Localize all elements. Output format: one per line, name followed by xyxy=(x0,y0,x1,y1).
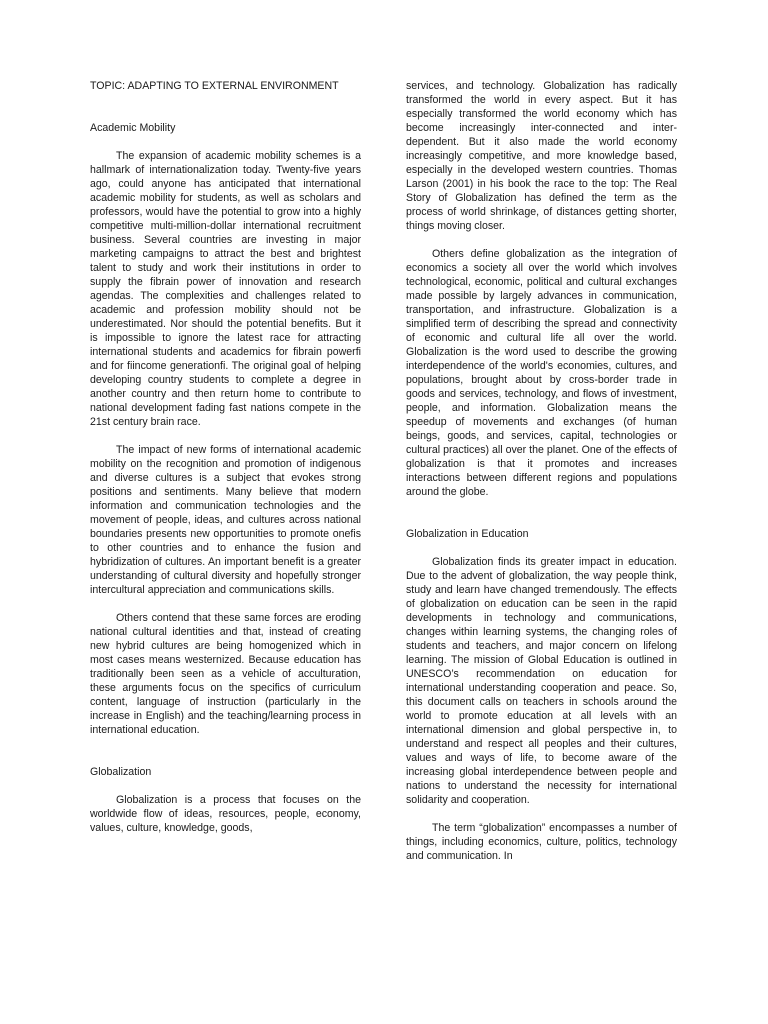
paragraph-globalization-1: Globalization is a process that focuses on the worldwide flow of ideas, resources, people, economy, values, culture, knowledge, goods, xyxy=(90,794,361,834)
paragraph-globalization-1-continued: services, and technology. Globalization has radically transformed the world in every aspect. But it has especially transformed the world economy which has become increasingly inter-connected and inter-dependent. But it also made the world economy increasingly competitive, and more knowledge based, especially in the developed western countries. Thomas Larson (2001) in his book the race to the top: The Real Story of Globalization has defined the term as the process of world shrinkage, of distances getting shorter, things moving closer. xyxy=(406,80,677,232)
paragraph-academic-mobility-1: The expansion of academic mobility schemes is a hallmark of internationalization today. Twenty-five years ago, could anyone has anticipated that international academic mobility for students, as well as scholars and professors, would have the potential to grow into a highly competitive multi-million-dollar international recruitment business. Several countries are investing in major marketing campaigns to attract the best and brightest talent to study and work their institutions in order to supply the fibrain power of innovation and research agendas. The complexities and challenges related to academic and profession mobility should not be underestimated. Nor should the potential benefits. But it is impossible to ignore the latest race for attracting international students and academics for fibrain powerfi and for fiincome generationfi. The original goal of helping developing country students to complete a degree in another country and then return home to contribute to national development fading fast nations compete in the 21st century brain race. xyxy=(90,150,361,428)
topic-title: TOPIC: ADAPTING TO EXTERNAL ENVIRONMENT xyxy=(90,80,339,92)
paragraph-globalization-education-1: Globalization finds its greater impact in education. Due to the advent of globalization, the way people think, study and learn have changed tremendously. The effects of globalization on education can be seen in the rapid developments in technology and communications, changes within learning systems, the changing roles of students and teachers, and major concern on lifelong learning. The mission of Global Education is outlined in UNESCO’s recommendation on education for international understanding cooperation and peace. So, this document calls on teachers in schools around the world to promote education at all levels with an international dimension and global perspective in, to understand and respect all peoples and their cultures, values and ways of life, to become aware of the increasing global interdependence between people and nations to understand the necessity for international solidarity and cooperation. xyxy=(406,556,677,806)
heading-globalization: Globalization xyxy=(90,766,152,778)
paragraph-globalization-education-2: The term “globalization” encompasses a number of things, including economics, culture, politics, technology and communication. In xyxy=(406,822,677,862)
paragraph-academic-mobility-3: Others contend that these same forces are eroding national cultural identities and that, instead of creating new hybrid cultures are being homogenized which in most cases means westernized. Because education has traditionally been seen as a vehicle of acculturation, these arguments focus on the specifics of curriculum content, language of instruction (particularly in the increase in English) and the teaching/learning process in international education. xyxy=(90,612,361,736)
heading-academic-mobility: Academic Mobility xyxy=(90,122,176,134)
right-column xyxy=(406,79,677,877)
paragraph-academic-mobility-2: The impact of new forms of international academic mobility on the recognition and promotion of indigenous and diverse cultures is a subject that evokes strong positions and sentiments. Many believe that modern information and communication technologies and the movement of people, ideas, and cultures across national boundaries presents new opportunities to promote onefis to other countries and to enhance the fusion and hybridization of cultures. An important benefit is a greater understanding of cultural diversity and hopefully stronger intercultural appreciation and communications skills. xyxy=(90,444,361,596)
paragraph-globalization-2: Others define globalization as the integration of economics a society all over the world which involves technological, economic, political and cultural exchanges made possible by largely advances in communication, transportation, and infrastructure. Globalization is a simplified term of describing the spread and connectivity of economic and cultural life all over the world. Globalization is the word used to describe the growing interdependence of the world's economies, cultures, and populations, brought about by cross-border trade in goods and services, technology, and flows of investment, people, and information. Globalization means the speedup of movements and exchanges (of human beings, goods, and services, capital, technologies or cultural practices) all over the planet. One of the effects of globalization is that it promotes and increases interactions between different regions and populations around the globe. xyxy=(406,248,677,498)
left-column xyxy=(90,79,361,849)
heading-globalization-in-education: Globalization in Education xyxy=(406,528,529,540)
